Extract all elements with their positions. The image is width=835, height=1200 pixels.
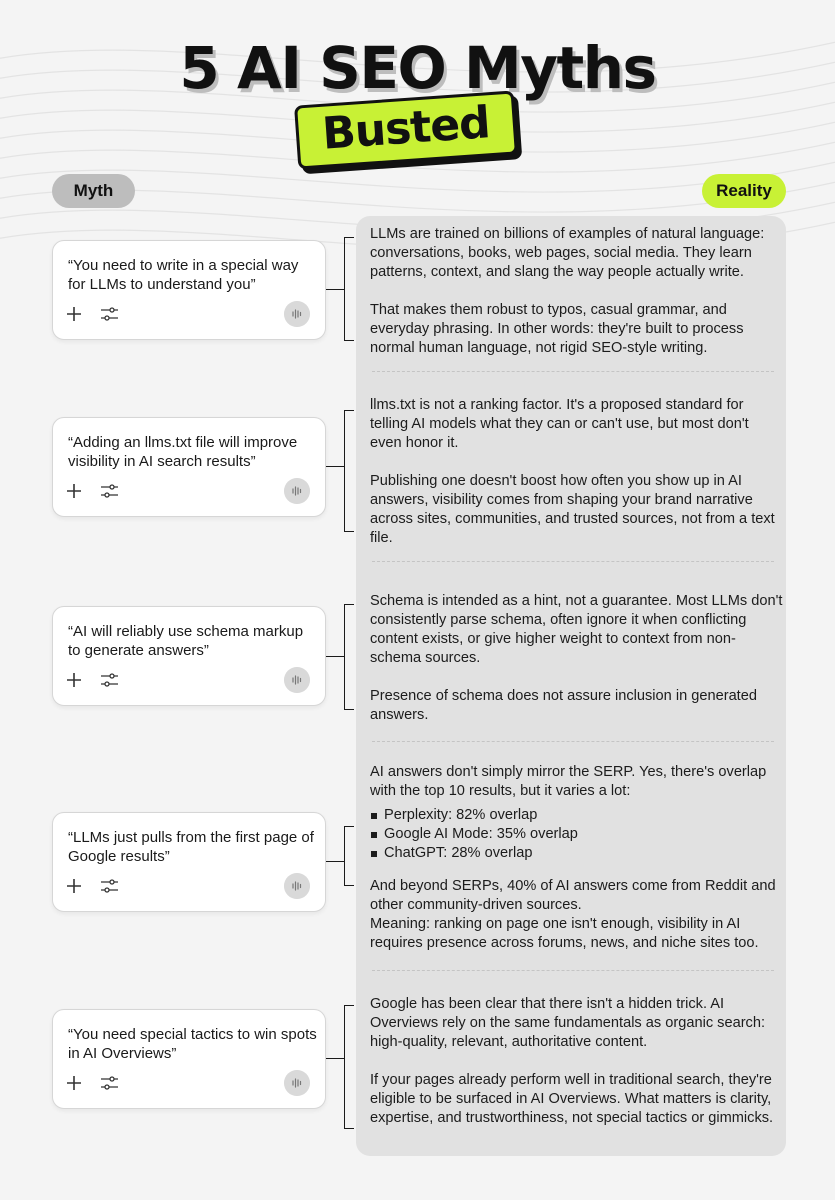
plus-icon[interactable] <box>67 1076 81 1090</box>
busted-badge: Busted <box>294 90 518 169</box>
reality-paragraph: And beyond SERPs, 40% of AI answers come from Reddit and other community-driven sources. <box>370 878 776 913</box>
voice-icon[interactable] <box>284 301 310 327</box>
connector-bracket <box>344 826 354 886</box>
myth-card-4[interactable] <box>52 812 326 912</box>
overlap-list <box>370 806 784 863</box>
list-item: Google AI Mode: 35% overlap <box>370 825 784 844</box>
reality-column-label: Reality <box>702 174 786 208</box>
myth-card-1[interactable] <box>52 240 326 340</box>
sliders-icon[interactable] <box>101 484 118 498</box>
myth-text: “LLMs just pulls from the first page of Google results” <box>68 829 314 865</box>
voice-icon[interactable] <box>284 667 310 693</box>
reality-paragraph: Publishing one doesn't boost how often you show up in AI answers, visibility comes from shaping your brand narrative across sites, communities, and trusted sources, not from a text file. <box>370 473 775 546</box>
myth-text: “You need special tactics to win spots in AI Overviews” <box>68 1026 317 1062</box>
connector-stem <box>326 1058 344 1059</box>
sliders-icon[interactable] <box>101 1076 118 1090</box>
myth-text: “AI will reliably use schema markup to generate answers” <box>68 623 304 659</box>
voice-icon[interactable] <box>284 478 310 504</box>
myth-card-3[interactable] <box>52 606 326 706</box>
connector-stem <box>326 656 344 657</box>
plus-icon[interactable] <box>67 484 81 498</box>
reality-text-2 <box>370 396 784 548</box>
reality-paragraph: Meaning: ranking on page one isn't enough, visibility in AI requires presence across forums, news, and niche sites too. <box>370 916 759 951</box>
connector-bracket <box>344 237 354 341</box>
reality-paragraph: Schema is intended as a hint, not a guarantee. Most LLMs don't consistently parse schema, often ignore it when conflicting content exists, or give higher weight to context from non-schema sources. <box>370 593 783 666</box>
reality-divider <box>372 741 774 742</box>
reality-paragraph: Presence of schema does not assure inclusion in generated answers. <box>370 688 757 723</box>
list-item: Perplexity: 82% overlap <box>370 806 784 825</box>
reality-text-5 <box>370 995 784 1128</box>
myth-column-label: Myth <box>52 174 135 208</box>
reality-paragraph: AI answers don't simply mirror the SERP. Yes, there's overlap with the top 10 results, but it varies a lot: <box>370 764 767 799</box>
connector-stem <box>326 861 344 862</box>
connector-stem <box>326 289 344 290</box>
plus-icon[interactable] <box>67 307 81 321</box>
reality-paragraph: LLMs are trained on billions of examples of natural language: conversations, books, web pages, social media. They learn patterns, context, and slang the way people actually write. <box>370 226 765 280</box>
list-item: ChatGPT: 28% overlap <box>370 844 784 863</box>
myth-card-2[interactable] <box>52 417 326 517</box>
reality-paragraph: If your pages already perform well in traditional search, they're eligible to be surfaced in AI Overviews. What matters is clarity, expertise, and trustworthiness, not special tactics or gimmicks. <box>370 1072 774 1126</box>
reality-text-4 <box>370 763 784 953</box>
reality-paragraph: llms.txt is not a ranking factor. It's a proposed standard for telling AI models what they can or can't use, but most don't even honor it. <box>370 397 749 451</box>
reality-paragraph: Google has been clear that there isn't a hidden trick. AI Overviews rely on the same fundamentals as organic search: high-quality, relevant, authoritative content. <box>370 996 766 1050</box>
voice-icon[interactable] <box>284 873 310 899</box>
connector-stem <box>326 466 344 467</box>
reality-divider <box>372 371 774 372</box>
reality-divider <box>372 970 774 971</box>
plus-icon[interactable] <box>67 673 81 687</box>
myth-card-5[interactable] <box>52 1009 326 1109</box>
sliders-icon[interactable] <box>101 673 118 687</box>
page-title: 5 AI SEO Myths <box>179 34 656 102</box>
reality-text-1 <box>370 225 784 358</box>
reality-text-3 <box>370 592 784 725</box>
plus-icon[interactable] <box>67 879 81 893</box>
connector-bracket <box>344 1005 354 1129</box>
connector-bracket <box>344 410 354 532</box>
sliders-icon[interactable] <box>101 307 118 321</box>
connector-bracket <box>344 604 354 710</box>
voice-icon[interactable] <box>284 1070 310 1096</box>
myth-text: “You need to write in a special way for LLMs to understand you” <box>68 257 299 293</box>
sliders-icon[interactable] <box>101 879 118 893</box>
reality-divider <box>372 561 774 562</box>
reality-paragraph: That makes them robust to typos, casual grammar, and everyday phrasing. In other words: they're built to process normal human language, not rigid SEO-style writing. <box>370 302 744 356</box>
myth-text: “Adding an llms.txt file will improve visibility in AI search results” <box>68 434 298 470</box>
